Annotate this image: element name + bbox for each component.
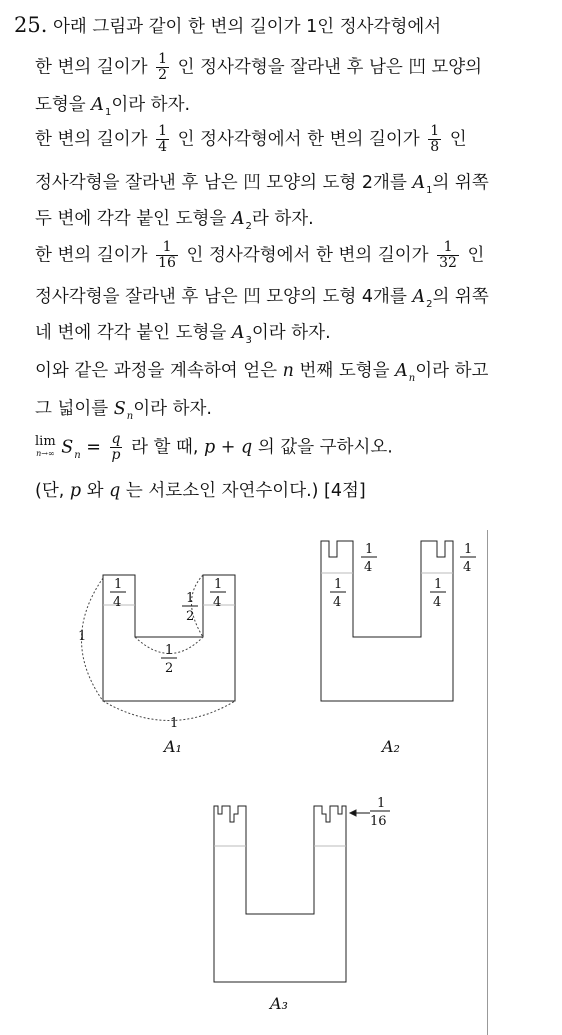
var-A: A — [231, 209, 245, 229]
text: 아래 그림과 같이 한 변의 길이가 1인 정사각형에서 — [52, 17, 442, 37]
A3-label-n: 1 — [377, 796, 386, 811]
A1-label-1-4-right-d: 4 — [213, 595, 222, 610]
numerator: 1 — [158, 123, 168, 139]
text: 이라 하자. — [251, 323, 331, 343]
text: 의 위쪽 — [432, 287, 489, 307]
A2-label-top-left-n: 1 — [365, 542, 374, 557]
A3-outline — [214, 806, 346, 982]
A2-label-top-right-n: 1 — [464, 542, 473, 557]
var-S: S — [113, 399, 126, 419]
denominator: 32 — [439, 255, 457, 271]
A2-label-inner-right-n: 1 — [434, 577, 443, 592]
A2-label-inner-left-d: 4 — [333, 595, 342, 610]
text: 라 할 때, — [131, 437, 199, 458]
text: 의 값을 구하시오. — [257, 437, 393, 458]
text: 네 변에 각각 붙인 도형을 — [35, 323, 227, 343]
var-q: q — [109, 481, 121, 501]
A1-label-1-2-side-n: 1 — [186, 591, 195, 606]
A1-label-1-2-side-d: 2 — [186, 609, 195, 624]
denominator: 2 — [158, 67, 168, 83]
problem-number: 25. — [14, 13, 48, 37]
subscript: 2 — [245, 221, 252, 232]
text: 정사각형을 잘라낸 후 남은 凹 모양의 도형 2개를 — [35, 173, 407, 193]
figure-A2 — [321, 541, 453, 701]
A2-outline — [321, 541, 453, 701]
subscript: n — [74, 449, 81, 461]
A1-label-1-4-right-n: 1 — [214, 577, 223, 592]
lim-text: lim — [35, 433, 56, 449]
numerator: 1 — [430, 123, 440, 139]
var-A: A — [91, 95, 104, 115]
text: 이와 같은 과정을 계속하여 얻은 — [35, 361, 278, 381]
A3-label-d: 16 — [370, 814, 387, 829]
text: (단, — [35, 481, 65, 501]
subscript: 3 — [245, 335, 252, 346]
text: 한 변의 길이가 — [35, 57, 148, 78]
text: 인 정사각형을 잘라낸 후 남은 凹 모양의 — [177, 57, 483, 78]
A1-label-1-2-bottom-d: 2 — [165, 661, 174, 676]
subscript: n — [126, 411, 134, 422]
var-n: n — [282, 361, 294, 381]
subscript: 2 — [426, 299, 433, 310]
var-A: A — [395, 361, 408, 381]
numerator: 1 — [156, 240, 178, 256]
subscript: n — [408, 373, 416, 384]
A2-label-inner-left-n: 1 — [334, 577, 343, 592]
numerator: 1 — [437, 240, 459, 256]
numerator: 1 — [158, 51, 168, 67]
text: 의 위쪽 — [432, 173, 489, 193]
denominator: 16 — [158, 255, 176, 271]
A1-label-1-2-bottom-n: 1 — [165, 643, 174, 658]
var-A: A — [412, 287, 426, 307]
A1-label-1-4-left-d: 4 — [113, 595, 122, 610]
text: 번째 도형을 — [299, 361, 390, 381]
subscript: 1 — [104, 107, 112, 118]
text: 한 변의 길이가 — [35, 129, 148, 150]
A1-outline — [103, 575, 235, 701]
text: 인 정사각형에서 한 변의 길이가 — [177, 129, 420, 150]
text: 는 서로소인 자연수이다.) [4점] — [125, 481, 366, 501]
var-p: p — [69, 481, 82, 501]
text: 도형을 — [35, 95, 86, 115]
var-A: A — [231, 323, 245, 343]
A1-label-1-4-left-n: 1 — [114, 577, 123, 592]
text: 한 변의 길이가 — [35, 245, 148, 266]
text: 인 — [449, 129, 467, 150]
A2-label-inner-right-d: 4 — [433, 595, 442, 610]
denominator: 4 — [158, 139, 168, 155]
text: 인 — [467, 245, 485, 266]
text: 이라 하자. — [111, 95, 191, 115]
A2-label-top-right-d: 4 — [463, 560, 472, 575]
text: 이라 하고 — [415, 361, 489, 381]
subscript: 1 — [426, 185, 433, 196]
text: 두 변에 각각 붙인 도형을 — [35, 209, 227, 229]
A3-caption: A₃ — [270, 994, 288, 1013]
A1-labels — [78, 577, 226, 756]
var-S: S — [61, 437, 74, 458]
numerator: q — [111, 431, 121, 447]
A2-caption: A₂ — [382, 737, 400, 756]
A3-labels — [268, 796, 390, 1013]
text: 그 넓이를 — [35, 399, 109, 419]
var-A: A — [412, 173, 426, 193]
text: 라 하자. — [251, 209, 314, 229]
figure-A3 — [214, 806, 370, 982]
denominator: 8 — [430, 139, 440, 155]
A1-label-1-left: 1 — [78, 629, 87, 644]
text: 인 정사각형에서 한 변의 길이가 — [186, 245, 429, 266]
expr-p-plus-q: p + q — [204, 437, 253, 458]
text: 와 — [86, 481, 104, 501]
A2-label-top-left-d: 4 — [364, 560, 373, 575]
A1-label-1-bottom: 1 — [170, 716, 179, 731]
figure-A1 — [82, 575, 236, 721]
denominator: p — [111, 447, 121, 463]
text: 이라 하자. — [133, 399, 212, 419]
equals: = — [86, 437, 101, 458]
A2-labels — [330, 542, 476, 756]
A1-caption: A₁ — [164, 737, 182, 756]
lim-under: n→∞ — [36, 448, 55, 458]
text: 정사각형을 잘라낸 후 남은 凹 모양의 도형 4개를 — [35, 287, 407, 307]
